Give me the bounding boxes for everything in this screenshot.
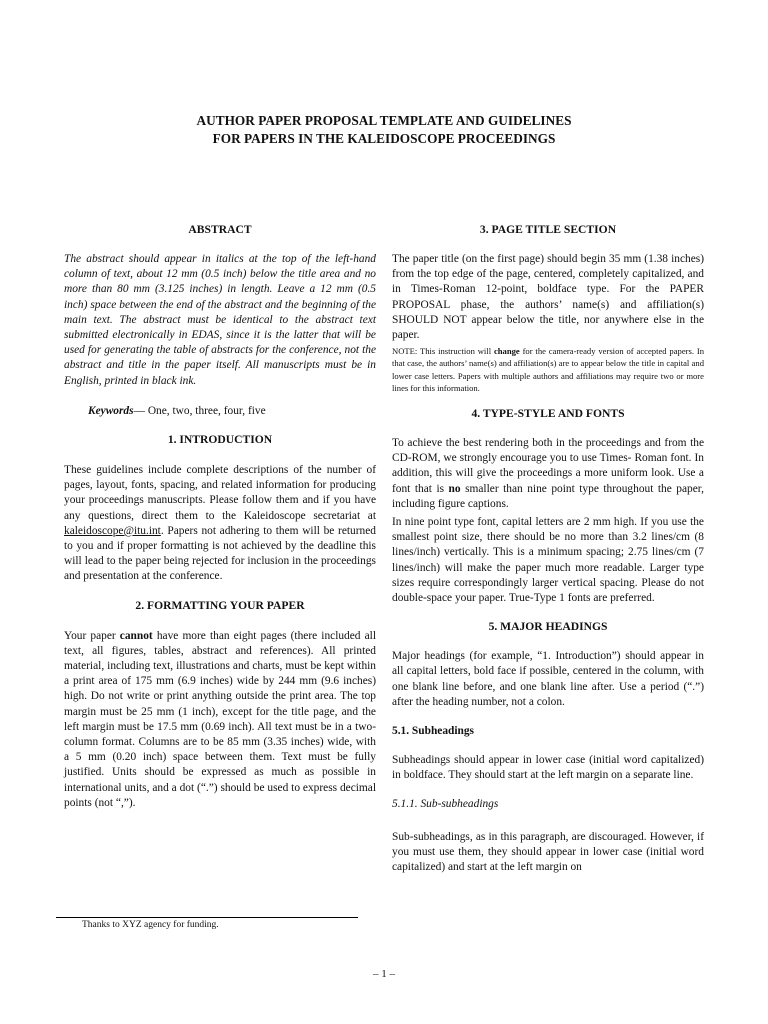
subsub-text: Sub-subheadings, as in this paragraph, are discouraged. However, if you must use them, they should appear in lower case (initial word capitalized) and start at the left margin on xyxy=(392,830,704,874)
intro-text xyxy=(64,463,376,585)
title-line-2: FOR PAPERS IN THE KALEIDOSCOPE PROCEEDINGS xyxy=(212,131,556,146)
page-title-heading: 3. PAGE TITLE SECTION xyxy=(479,223,617,236)
formatting-text-bold: cannot xyxy=(119,629,153,642)
footnote: Thanks to XYZ agency for funding. xyxy=(82,920,219,930)
keywords-list: One, two, three, four, five xyxy=(147,404,266,417)
type-style-text-1-bold: no xyxy=(448,482,461,495)
abstract-text: The abstract should appear in italics at the top of the left-hand column of text, about 12 mm (0.5 inch) below the title area and no more than 80 mm (3.125 inches) in length. Leave a 12 mm (0.5 inch) space between the end of the abstract and the beginning of the main text. The abstract must be identical to the abstract text submitted electronically in EDAS, since it is the latter that will be used for generating the table of abstracts for the conference, not the abstract and title in the paper itself. All manuscripts must be in English, printed in black ink. xyxy=(64,253,376,387)
formatting-text-a: Your paper xyxy=(64,629,120,642)
major-headings-text: Major headings (for example, “1. Introduction”) should appear in all capital letters, bold face if possible, centered in the column, with one blank line before, and one blank line after. Use a period (“.”) after the heading number, not a colon. xyxy=(392,650,704,708)
page-title-note xyxy=(392,345,704,394)
note-text-a: NOTE: This instruction will xyxy=(392,346,494,357)
title-line-1: AUTHOR PAPER PROPOSAL TEMPLATE AND GUIDELINES xyxy=(196,113,572,128)
subheadings-text: Subheadings should appear in lower case (initial word capitalized) in boldface. They should start at the left margin on a separate line. xyxy=(392,754,704,782)
intro-text-after: . Papers not adhering to them will be returned to you and if proper formatting is not achieved by the deadline this will lead to the paper being rejected for inclusion in the proceedings and presentation at the conference. xyxy=(64,524,376,583)
footnote-separator xyxy=(56,917,358,918)
left-column xyxy=(64,222,376,811)
type-style-text-1b: smaller than nine point type throughout the paper, including figure captions. xyxy=(392,482,704,510)
type-style-text-1 xyxy=(392,436,704,512)
note-text-bold: change xyxy=(493,346,520,357)
secretariat-email-link[interactable]: kaleidoscope@itu.int xyxy=(64,524,161,537)
page-number: – 1 – xyxy=(373,968,395,980)
keywords-label: Keywords xyxy=(88,404,134,417)
type-style-heading: 4. TYPE-STYLE AND FONTS xyxy=(471,407,625,421)
type-style-text-2: In nine point type font, capital letters are 2 mm high. If you use the smallest point size, there should be no more than 3.2 lines/cm (8 lines/inch) vertically. This is a minimum spacing; 2.75 lines/cm (7 lines/inch) will make the paper much more readable. Larger type sizes require correspondingly larger vertical spacing. Please do not double-space your paper. True-Type 1 fonts are preferred. xyxy=(392,516,704,605)
abstract-heading: ABSTRACT xyxy=(188,223,252,236)
keywords-dash: — xyxy=(133,404,148,417)
formatting-text-b: have more than eight pages (there included all text, all figures, tables, abstract and references). All printed material, including text, illustrations and charts, must be kept within a print area of 175 mm (6.9 inches) wide by 244 mm (9.6 inches) high. Do not write or print anything outside the print area. The top margin must be 25 mm (1 inch), except for the title page, and the left margin must be 17.5 mm (0.69 inch). All text must be in a two-column format. Columns are to be 85 mm (3.35 inches) wide, with a 5 mm (0.20 inch) space between them. Text must be fully justified. Units should be expressed as much as possible in international units, and a dot (“.”) should be used to express decimal points (not “,”). xyxy=(64,629,376,809)
paper-title xyxy=(0,112,768,148)
major-headings-heading: 5. MAJOR HEADINGS xyxy=(488,620,608,634)
intro-text-before: These guidelines include complete descriptions of the number of pages, layout, fonts, spacing, and related information for producing your proceedings manuscripts. Please follow them and if you have any questions, direct them to the Kaleidoscope secretariat at xyxy=(64,464,376,522)
intro-heading: 1. INTRODUCTION xyxy=(167,433,273,447)
formatting-heading: 2. FORMATTING YOUR PAPER xyxy=(135,598,305,612)
page-title-text: The paper title (on the first page) should begin 35 mm (1.38 inches) from the top edge of the page, centered, completely capitalized, and in Times-Roman 12-point, boldface type. For the PAPER PROPOSAL phase, the authors’ name(s) and affiliation(s) SHOULD NOT appear below the title, nor anywhere else in the paper. xyxy=(392,253,704,342)
subsub-heading: 5.1.1. Sub-subheadings xyxy=(392,797,499,810)
subheadings-heading: 5.1. Subheadings xyxy=(392,725,474,738)
keywords xyxy=(64,404,376,419)
right-column xyxy=(392,222,704,876)
formatting-text xyxy=(64,629,376,811)
type-style-text-1a: To achieve the best rendering both in the proceedings and from the CD-ROM, we strongly encourage you to use Times- Roman font. In addition, this will give the proceedings a more uniform look. Use a font that is xyxy=(392,437,704,495)
note-text-b: for the camera-ready version of accepted papers. In that case, the authors’ name(s) and affiliation(s) are to appear below the title in capital and lower case letters. Papers with multiple authors and affiliations may require two or more lines for this information. xyxy=(392,346,704,393)
